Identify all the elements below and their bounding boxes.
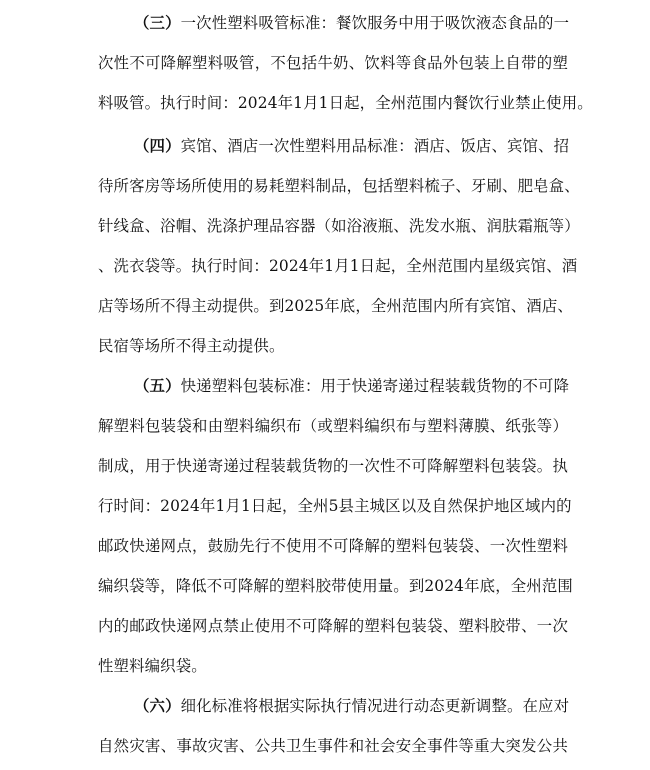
line-text: 宾馆、酒店一次性塑料用品标准：酒店、饭店、宾馆、招 xyxy=(180,137,570,155)
paragraph-line: 邮政快递网点，鼓励先行不使用不可降解的塑料包装袋、一次性塑料 xyxy=(98,537,568,555)
line-text: 快递塑料包装标准：用于快递寄递过程装载货物的不可降 xyxy=(180,377,570,395)
line-text: 细化标准将根据实际执行情况进行动态更新调整。在应对 xyxy=(180,697,570,715)
paragraph-line: 解塑料包装袋和由塑料编织布（或塑料编织布与塑料薄膜、纸张等） xyxy=(98,417,568,435)
section-label: （六） xyxy=(134,697,181,715)
section-label: （四） xyxy=(134,137,181,155)
paragraph-line: 料吸管。执行时间：2024年1月1日起，全州范围内餐饮行业禁止使用。 xyxy=(98,94,593,112)
paragraph-line: 次性不可降解塑料吸管，不包括牛奶、饮料等食品外包装上自带的塑 xyxy=(98,54,568,72)
paragraph-line: 待所客房等场所使用的易耗塑料制品，包括塑料梳子、牙刷、肥皂盒、 xyxy=(98,177,580,195)
section-label: （五） xyxy=(134,377,181,395)
paragraph-line xyxy=(134,8,568,38)
paragraph-line: 性塑料编织袋。 xyxy=(98,657,207,675)
paragraph-line: 制成，用于快递寄递过程装载货物的一次性不可降解塑料包装袋。执 xyxy=(98,457,568,475)
paragraph-line: 自然灾害、事故灾害、公共卫生事件和社会安全事件等重大突发公共 xyxy=(98,737,568,755)
paragraph-line: 行时间：2024年1月1日起，全州5县主城区以及自然保护地区域内的 xyxy=(98,497,572,515)
paragraph-line: 、洗衣袋等。执行时间：2024年1月1日起，全州范围内星级宾馆、酒 xyxy=(98,257,578,275)
paragraph-line: 编织袋等，降低不可降解的塑料胶带使用量。到2024年底，全州范围 xyxy=(98,577,573,595)
line-text: 一次性塑料吸管标准：餐饮服务中用于吸饮液态食品的一 xyxy=(180,14,570,32)
paragraph-line: 店等场所不得主动提供。到2025年底，全州范围内所有宾馆、酒店、 xyxy=(98,297,573,315)
section-label: （三） xyxy=(134,14,181,32)
paragraph-line xyxy=(134,131,568,161)
paragraph-line: 民宿等场所不得主动提供。 xyxy=(98,337,285,355)
paragraph-line: 针线盒、浴帽、洗涤护理品容器（如浴液瓶、洗发水瓶、润肤霜瓶等） xyxy=(98,217,580,235)
paragraph-line xyxy=(134,371,568,401)
paragraph-line: 内的邮政快递网点禁止使用不可降解的塑料包装袋、塑料胶带、一次 xyxy=(98,617,568,635)
paragraph-line xyxy=(134,691,568,721)
